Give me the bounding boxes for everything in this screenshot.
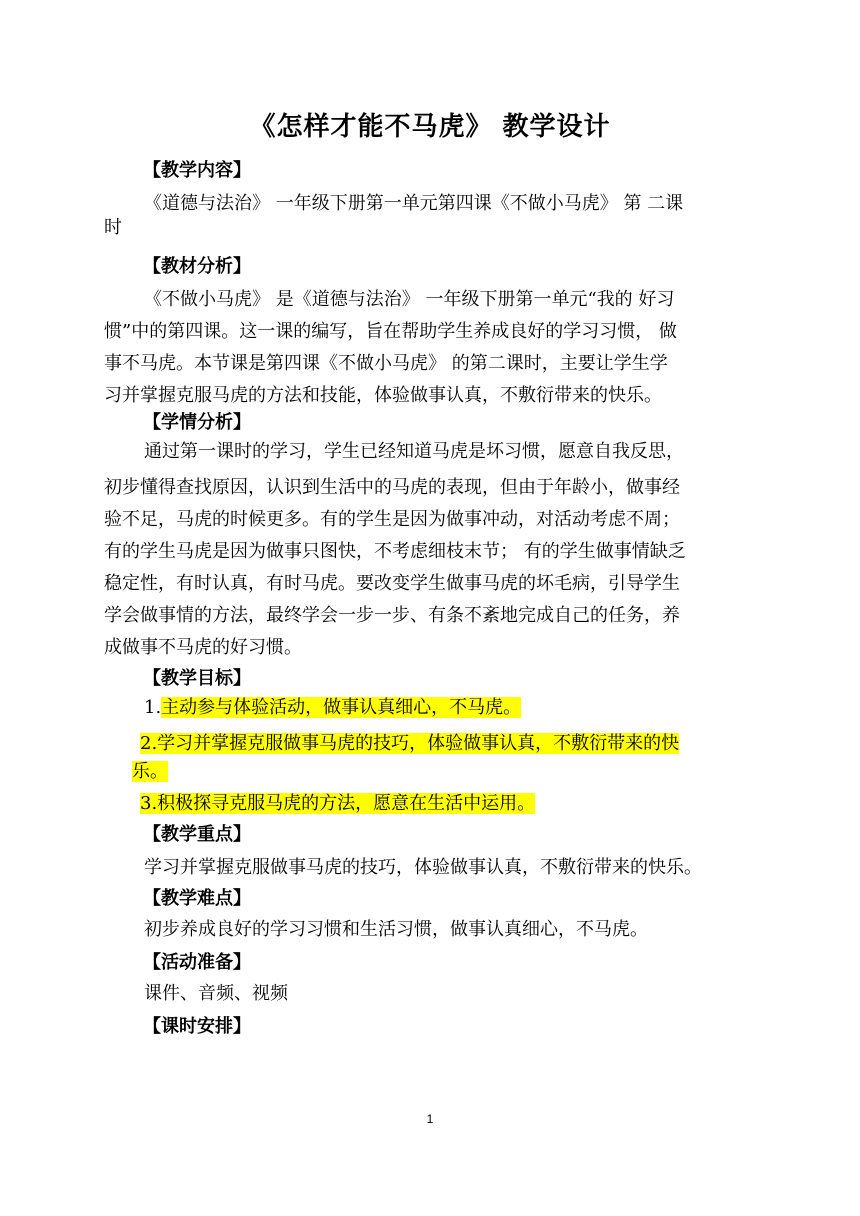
paragraph-material-analysis [104, 284, 764, 412]
text-line: 初步养成良好的学习习惯和生活习惯，做事认真细心，不马虎。 [144, 919, 648, 940]
text-line: 验不足，马虎的时候更多。有的学生是因为做事冲动，对活动考虑不周； [104, 509, 680, 530]
goal-item-2-text: 2.学习并掌握克服做事马虎的技巧，体验做事认真，不敷衍带来的快 [140, 733, 680, 754]
heading-preparation: 【活动准备】 [143, 952, 251, 973]
paragraph-key-points [144, 852, 804, 884]
text-line: 稳定性，有时认真，有时马虎。要改变学生做事马虎的坏毛病，引导学生 [104, 573, 680, 594]
goal-item-1-number: 1. [144, 697, 162, 718]
text-line: 通过第一课时的学习，学生已经知道马虎是坏习惯，愿意自我反思， [144, 441, 684, 462]
goal-item-3 [104, 788, 764, 820]
paragraph-student-analysis [104, 436, 764, 664]
goal-item-1 [104, 692, 764, 724]
text-line: 惯”中的第四课。这一课的编写，旨在帮助学生养成良好的学习习惯， 做 [104, 321, 677, 342]
document-title: 《怎样才能不马虎》 教学设计 [249, 112, 611, 142]
text-line: 事不马虎。本节课是第四课《不做小马虎》 的第二课时，主要让学生学 [104, 353, 668, 374]
text-line: 成做事不马虎的好习惯。 [104, 637, 302, 658]
goal-item-1-text: 主动参与体验活动，做事认真细心，不马虎。 [161, 697, 522, 718]
goal-item-2-line-1 [104, 728, 764, 760]
paragraph-preparation [144, 978, 804, 1010]
page-number: 1 [426, 1112, 434, 1126]
heading-student-analysis: 【学情分析】 [143, 412, 251, 433]
heading-key-points: 【教学重点】 [143, 824, 251, 845]
text-line: 习并掌握克服马虎的方法和技能，体验做事认真，不敷衍带来的快乐。 [104, 385, 662, 406]
heading-difficulties: 【教学难点】 [143, 888, 251, 909]
heading-material-analysis: 【教材分析】 [143, 256, 251, 277]
text-line: 初步懂得查找原因，认识到生活中的马虎的表现，但由于年龄小，做事经 [104, 477, 680, 498]
list-teaching-goals [104, 692, 764, 820]
heading-schedule: 【课时安排】 [143, 1016, 251, 1037]
text-line: 有的学生马虎是因为做事只图快，不考虑细枝末节； 有的学生做事情缺乏 [104, 541, 686, 562]
heading-teaching-content: 【教学内容】 [143, 160, 251, 181]
text-line: 课件、音频、视频 [144, 983, 288, 1004]
text-line: 学会做事情的方法，最终学会一步一步、有条不紊地完成自己的任务，养 [104, 605, 680, 626]
text-line: 《道德与法治》 一年级下册第一单元第四课《不做小马虎》 第 二课 [144, 193, 684, 214]
text-line: 《不做小马虎》 是《道德与法治》 一年级下册第一单元“我的 好习 [144, 289, 675, 310]
goal-item-3-text: 3.积极探寻克服马虎的方法，愿意在生活中运用。 [140, 793, 536, 814]
goal-item-2-line-2 [104, 756, 764, 788]
text-line: 学习并掌握克服做事马虎的技巧，体验做事认真，不敷衍带来的快乐。 [144, 857, 702, 878]
paragraph-teaching-content [104, 188, 764, 244]
paragraph-difficulties [144, 914, 804, 946]
text-line: 时 [104, 217, 122, 238]
heading-teaching-goals: 【教学目标】 [143, 668, 251, 689]
goal-item-2-text-cont: 乐。 [132, 761, 168, 782]
